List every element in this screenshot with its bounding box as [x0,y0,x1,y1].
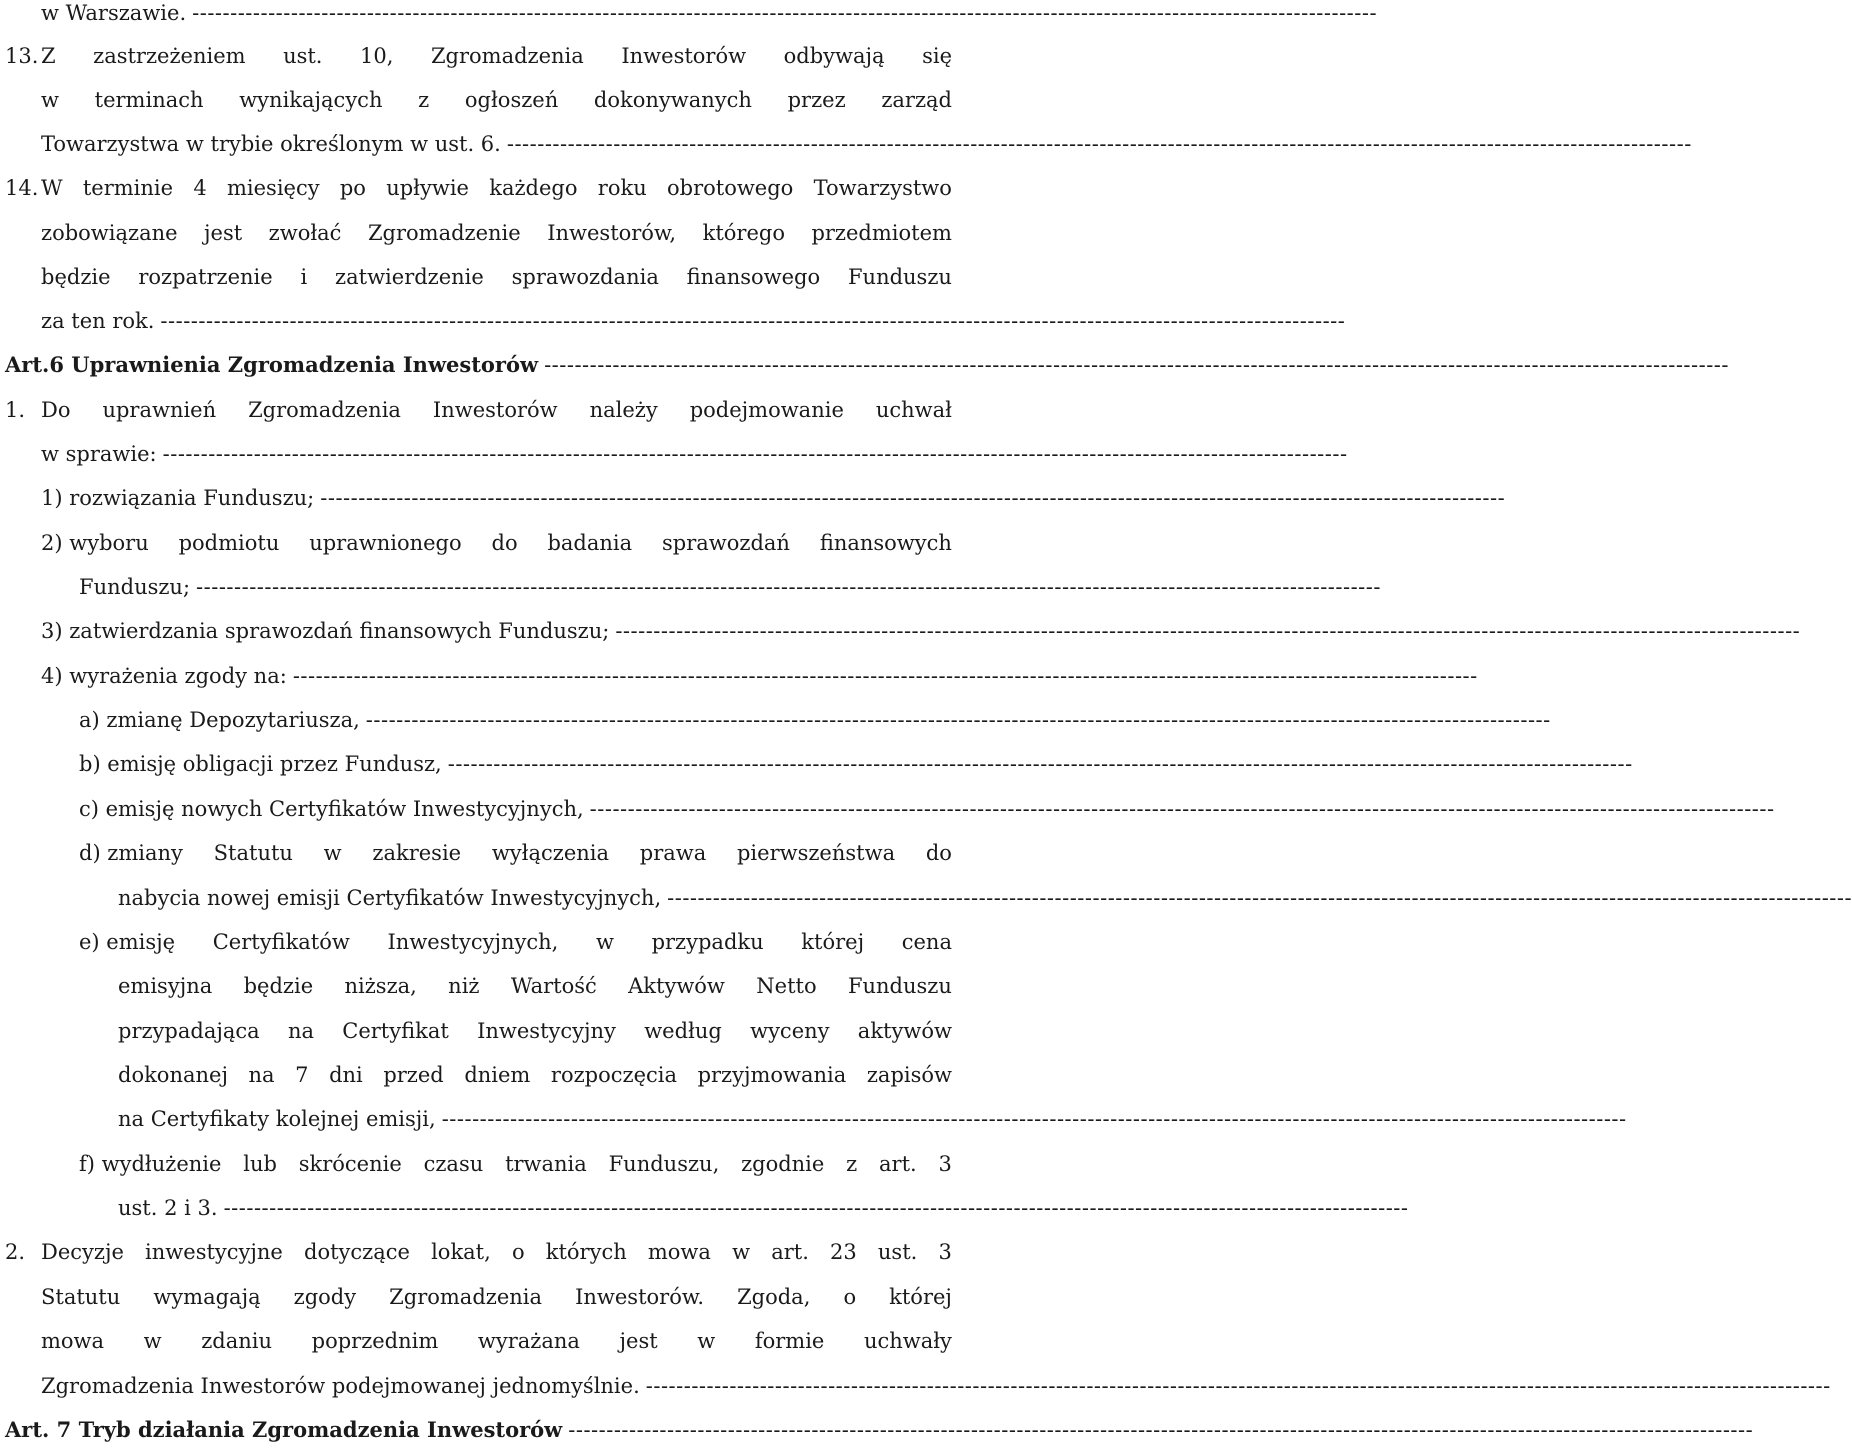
word: uprawnionego [309,531,462,555]
word: finansowych [819,531,952,555]
word: W [41,176,63,200]
word: cena [901,930,952,954]
dash-filler: ------------------------------------------------------------------------------------------------------------------------------------------------------------ [568,1418,1754,1442]
line-text: ust. 2 i 3. [118,1196,218,1220]
word: Inwestorów [432,398,558,422]
word: 2) wyboru [41,531,149,555]
list-item: 1) rozwiązania Funduszu; [41,486,315,510]
word: jest [619,1329,658,1353]
word: wynikających [239,88,383,112]
text-line [0,654,1478,698]
dash-filler: ------------------------------------------------------------------------------------------------------------------------------------------------------------ [667,886,1852,910]
text-line [0,831,960,875]
word: art. [879,1152,917,1176]
word: której [889,1285,952,1309]
word: mowa [647,1240,711,1264]
word: o [843,1285,857,1309]
dash-filler: ------------------------------------------------------------------------------------------------------------------------------------------------------------ [544,353,1729,377]
word: 3 [938,1240,952,1264]
word: Funduszu [847,974,952,998]
word: uprawnień [102,398,217,422]
text-line [0,166,960,210]
dash-filler: ------------------------------------------------------------------------------------------------------------------------------------------------------------ [192,1,1378,25]
word: pierwszeństwa [736,841,896,865]
word: upływie [386,176,469,200]
word: 3 [938,1152,952,1176]
word: ust. [283,44,323,68]
text-line [0,1097,1627,1141]
word: 4 [193,176,207,200]
text-line [0,388,960,432]
word: w [41,88,59,112]
dash-filler: ------------------------------------------------------------------------------------------------------------------------------------------------------------ [645,1374,1831,1398]
text-line [0,1230,960,1274]
word: dokonanej [118,1063,228,1087]
word: dniem [464,1063,531,1087]
word: wymagają [153,1285,261,1309]
word: dni [329,1063,363,1087]
word: Inwestorów [621,44,747,68]
word: po [339,176,366,200]
word: przyjmowania [697,1063,847,1087]
sub-item: c) emisję nowych Certyfikatów Inwestycyjnych, [79,797,584,821]
text-line [0,1319,960,1363]
word: się [922,44,952,68]
word: sprawozdania [511,265,659,289]
word: z [846,1152,858,1176]
word: ogłoszeń [464,88,559,112]
word: Funduszu, [608,1152,720,1176]
text-line [0,1053,960,1097]
list-item: 3) zatwierdzania sprawozdań finansowych Funduszu; [41,619,610,643]
item-number: 13. [5,44,39,68]
word: Do [41,398,71,422]
list-item: 4) wyrażenia zgody na: [41,664,287,688]
text-line [0,432,1348,476]
text-line [0,1186,1409,1230]
word: należy [589,398,658,422]
word: odbywają [783,44,885,68]
word: zakresie [372,841,462,865]
line-text: Towarzystwa w trybie określonym w ust. 6. [41,132,501,156]
text-line [0,1364,1831,1408]
word: Decyzje [41,1240,124,1264]
line-text: Zgromadzenia Inwestorów podejmowanej jednomyślnie. [41,1374,640,1398]
word: podejmowanie [689,398,844,422]
word: zobowiązane [41,221,178,245]
word: zdaniu [201,1329,273,1353]
item-number: 2. [5,1240,26,1264]
word: zapisów [866,1063,952,1087]
word: ust. [877,1240,918,1264]
word: zgody [293,1285,357,1309]
word: Inwestycyjnych, [387,930,559,954]
word: terminach [94,88,204,112]
word: uchwał [875,398,952,422]
dash-filler: ------------------------------------------------------------------------------------------------------------------------------------------------------------ [223,1196,1409,1220]
word: Funduszu [847,265,952,289]
word: będzie [243,974,314,998]
text-line [0,343,1729,387]
word: w [697,1329,716,1353]
word: miesięcy [226,176,320,200]
line-text: Funduszu; [79,575,191,599]
dash-filler: ------------------------------------------------------------------------------------------------------------------------------------------------------------ [506,132,1692,156]
text-line [0,211,960,255]
word: e) emisję [79,930,176,954]
word: Inwestycyjny [477,1019,616,1043]
word: zwołać [268,221,342,245]
word: przedmiotem [811,221,952,245]
article-heading: Art. 7 Tryb działania Zgromadzenia Inwestorów [5,1417,563,1442]
dash-filler: ------------------------------------------------------------------------------------------------------------------------------------------------------------ [441,1107,1627,1131]
word: którego [702,221,785,245]
line-text: na Certyfikaty kolejnej emisji, [118,1107,436,1131]
dash-filler: ------------------------------------------------------------------------------------------------------------------------------------------------------------ [589,797,1775,821]
dash-filler: ------------------------------------------------------------------------------------------------------------------------------------------------------------ [365,708,1551,732]
word: d) zmiany [79,841,183,865]
word: finansowego [686,265,821,289]
word: wyłączenia [491,841,610,865]
word: lub [243,1152,277,1176]
text-line [0,1275,960,1319]
dash-filler: ------------------------------------------------------------------------------------------------------------------------------------------------------------ [162,442,1348,466]
word: będzie [41,265,111,289]
word: w [323,841,342,865]
word: Inwestorów. [575,1285,705,1309]
word: zgodnie [741,1152,825,1176]
sub-item: a) zmianę Depozytariusza, [79,708,360,732]
word: o [511,1240,525,1264]
text-line [0,920,960,964]
word: dotyczące [304,1240,410,1264]
item-number: 14. [5,176,39,200]
text-line [0,122,1692,166]
word: Zgromadzenia [248,398,401,422]
word: 10, [360,44,394,68]
line-text: w sprawie: [41,442,157,466]
text-line [0,609,1801,653]
word: w [732,1240,751,1264]
text-line [0,34,960,78]
word: niższa, [344,974,417,998]
word: do [491,531,518,555]
word: Z [41,44,56,68]
word: art. [771,1240,809,1264]
word: Certyfikatów [212,930,350,954]
word: zastrzeżeniem [93,44,246,68]
text-line [0,255,960,299]
word: przed [383,1063,444,1087]
word: zarząd [881,88,952,112]
word: i [300,265,308,289]
word: dokonywanych [593,88,752,112]
line-text: za ten rok. [41,309,155,333]
dash-filler: ------------------------------------------------------------------------------------------------------------------------------------------------------------ [292,664,1478,688]
text-line [0,521,960,565]
text-line [0,299,1346,343]
word: terminie [82,176,174,200]
word: rozpoczęcia [550,1063,677,1087]
text-line [0,0,1378,35]
word: rozpatrzenie [138,265,273,289]
article-heading: Art.6 Uprawnienia Zgromadzenia Inwestorów [5,352,539,377]
word: Netto [756,974,817,998]
word: do [925,841,952,865]
word: jest [204,221,243,245]
word: poprzednim [311,1329,439,1353]
word: których [545,1240,627,1264]
word: f) wydłużenie [79,1152,222,1176]
text-line [0,1142,960,1186]
word: emisyjna [118,974,213,998]
word: Certyfikat [342,1019,449,1043]
word: 23 [830,1240,857,1264]
word: roku [597,176,647,200]
word: każdego [489,176,578,200]
word: sprawozdań [662,531,790,555]
word: z [418,88,430,112]
text-line [0,876,1852,920]
word: przypadająca [118,1019,260,1043]
word: zatwierdzenie [335,265,484,289]
word: Aktywów [628,974,725,998]
word: przypadku [651,930,764,954]
dash-filler: ------------------------------------------------------------------------------------------------------------------------------------------------------------ [615,619,1801,643]
word: uchwały [863,1329,952,1353]
word: badania [547,531,633,555]
word: czasu [423,1152,484,1176]
word: lokat, [431,1240,491,1264]
word: której [801,930,865,954]
word: na [248,1063,275,1087]
word: Wartość [510,974,597,998]
text-line [0,964,960,1008]
word: Zgromadzenia [389,1285,543,1309]
word: mowa [41,1329,105,1353]
text-line [0,78,960,122]
dash-filler: ------------------------------------------------------------------------------------------------------------------------------------------------------------ [447,752,1633,776]
word: w [143,1329,162,1353]
word: wyrażana [477,1329,580,1353]
word: przez [787,88,846,112]
text-line [0,1408,1754,1452]
word: podmiotu [178,531,280,555]
text-line [0,476,1506,520]
word: Towarzystwo [813,176,952,200]
dash-filler: ------------------------------------------------------------------------------------------------------------------------------------------------------------ [160,309,1346,333]
text-line [0,565,1381,609]
word: Statutu [213,841,293,865]
sub-item: b) emisję obligacji przez Fundusz, [79,752,442,776]
word: Zgromadzenie [367,221,521,245]
word: skrócenie [298,1152,402,1176]
word: Inwestorów, [547,221,677,245]
line-text: w Warszawie. [41,1,187,25]
word: na [287,1019,314,1043]
word: 7 [295,1063,309,1087]
word: prawa [639,841,707,865]
word: Zgromadzenia [430,44,584,68]
word: według [644,1019,722,1043]
text-line [0,1009,960,1053]
item-number: 1. [5,398,26,422]
text-line [0,787,1775,831]
text-line [0,698,1551,742]
word: Zgoda, [737,1285,811,1309]
text-line [0,742,1633,786]
word: Statutu [41,1285,121,1309]
word: wyceny [750,1019,830,1043]
word: aktywów [857,1019,952,1043]
word: trwania [505,1152,587,1176]
word: formie [754,1329,825,1353]
dash-filler: ------------------------------------------------------------------------------------------------------------------------------------------------------------ [320,486,1506,510]
word: obrotowego [666,176,794,200]
line-text: nabycia nowej emisji Certyfikatów Inwestycyjnych, [118,886,662,910]
word: inwestycyjne [145,1240,283,1264]
word: niż [448,974,480,998]
dash-filler: ------------------------------------------------------------------------------------------------------------------------------------------------------------ [196,575,1381,599]
word: w [595,930,614,954]
